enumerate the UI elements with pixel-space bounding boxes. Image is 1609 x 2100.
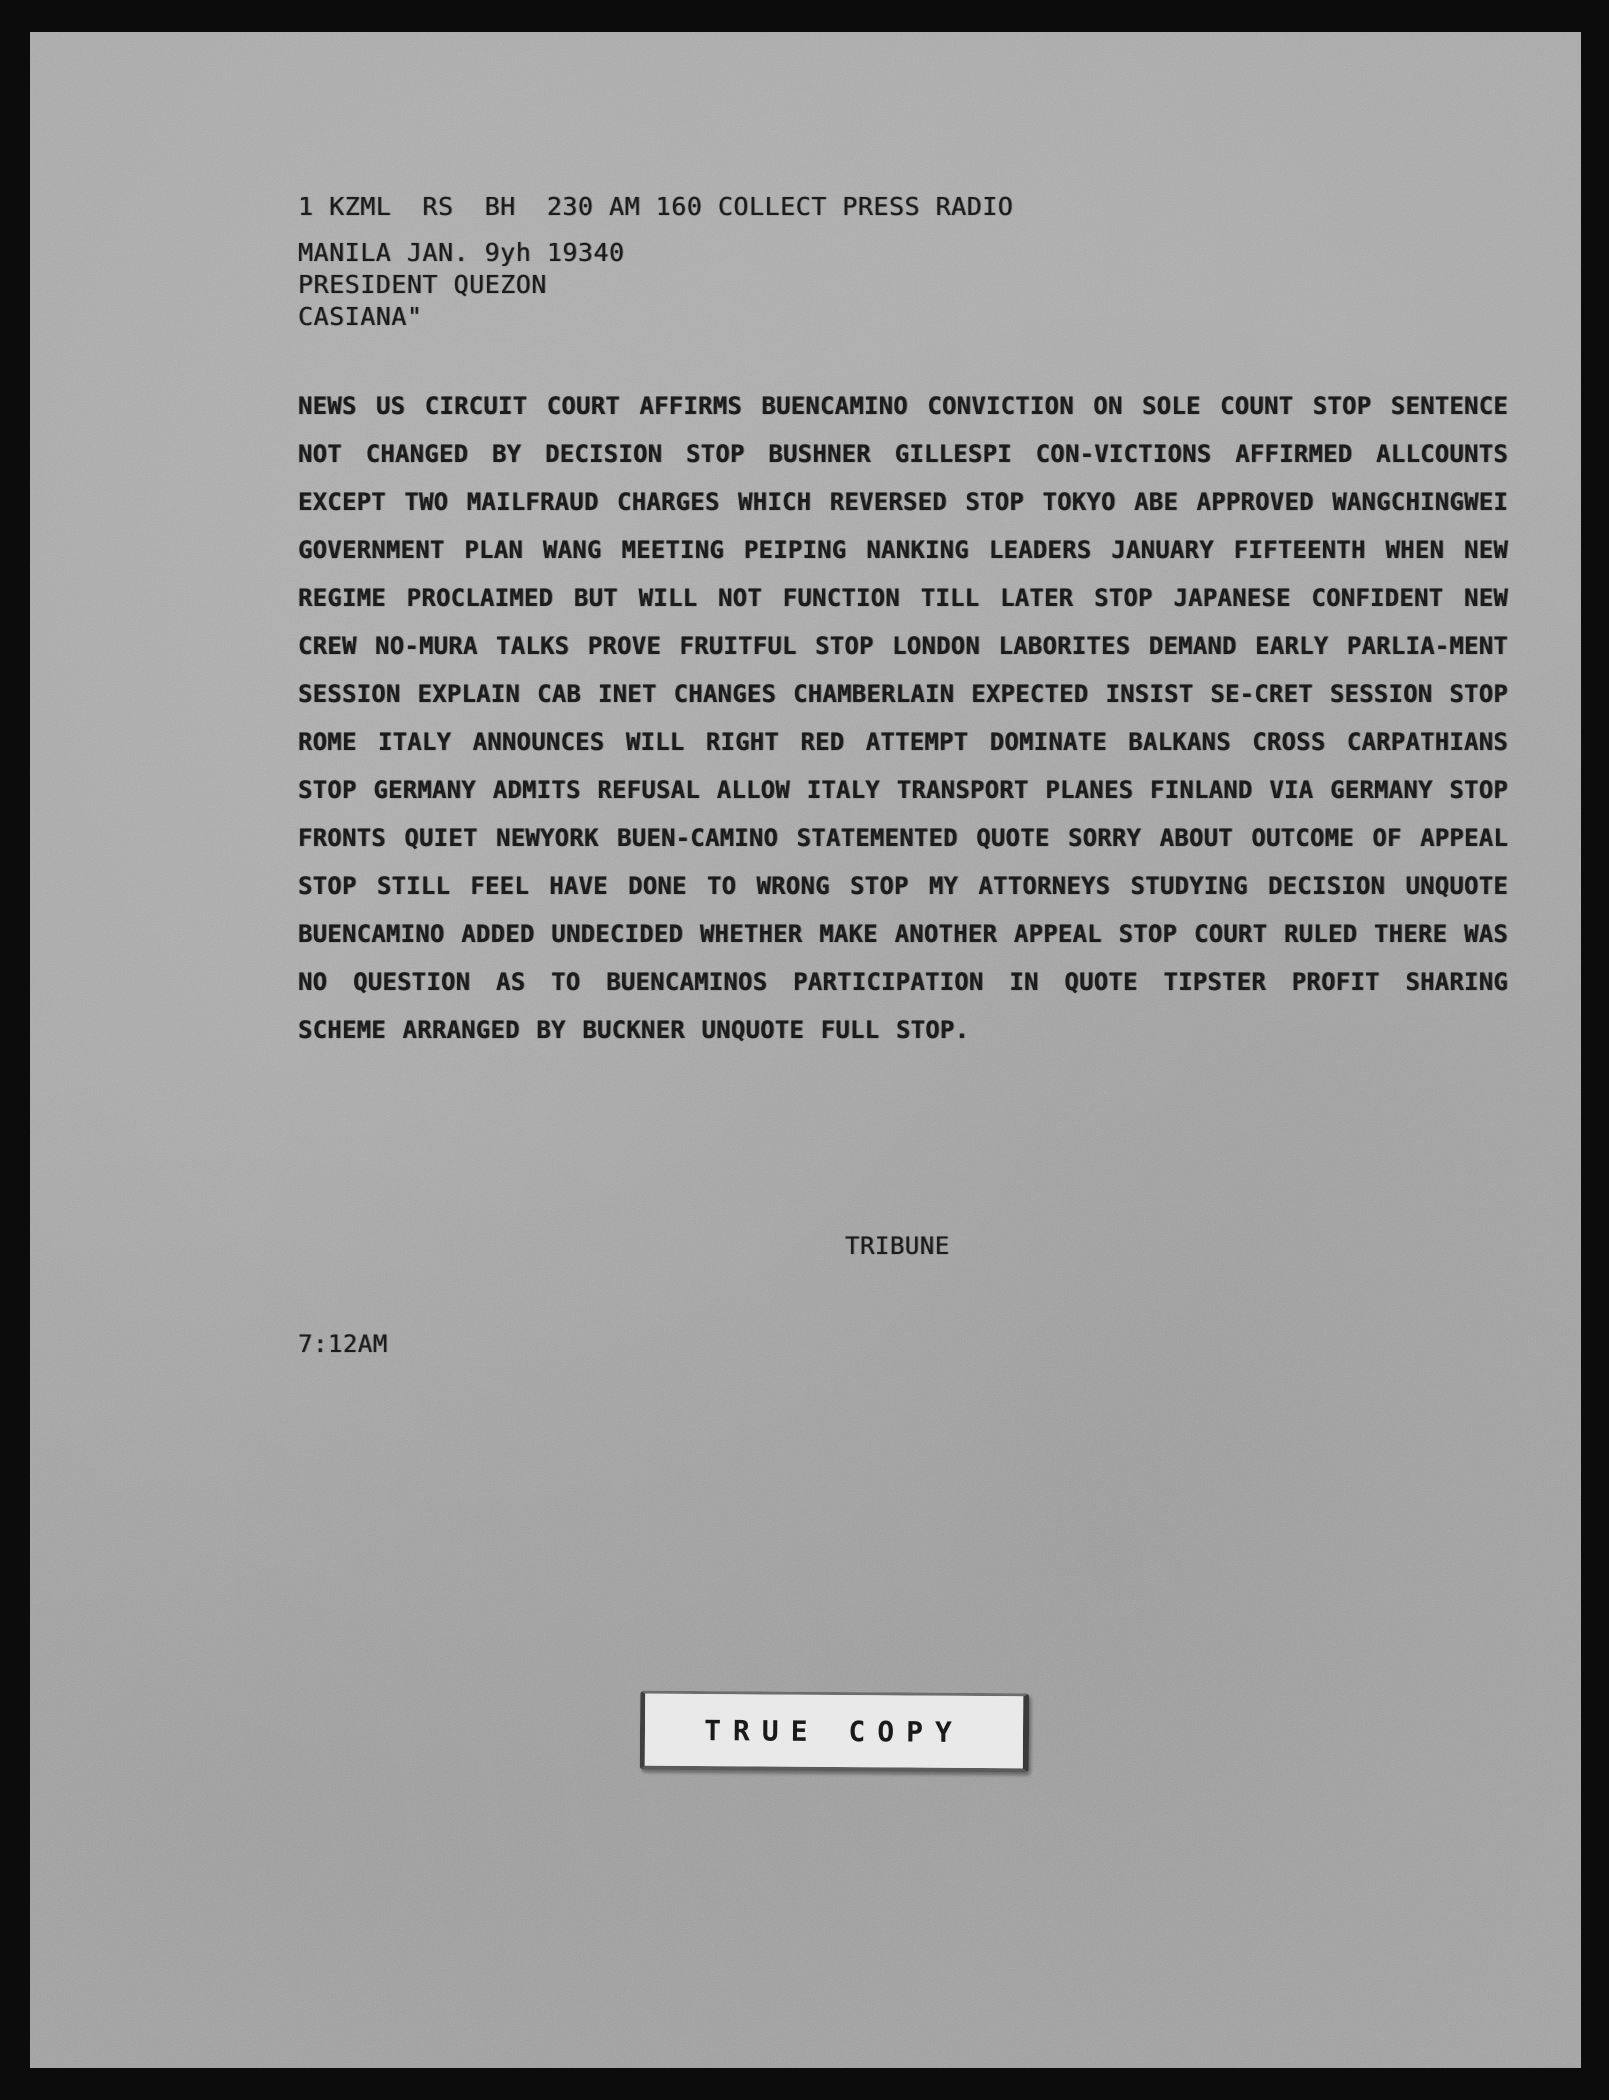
signature: TRIBUNE <box>845 1232 950 1260</box>
header-location: CASIANA" <box>298 302 423 331</box>
header-routing-line: 1 KZML RS BH 230 AM 160 COLLECT PRESS RADIO <box>298 192 1014 221</box>
document-page <box>30 32 1581 2068</box>
header-dateline: MANILA JAN. 9yh 19340 <box>298 238 625 267</box>
true-copy-stamp <box>640 1691 1030 1773</box>
telegram-body: NEWS US CIRCUIT COURT AFFIRMS BUENCAMINO CONVICTION ON SOLE COUNT STOP SENTENCE NOT CHANGED BY DECISION STOP BUSHNER GILLESPI CON-VICTIONS AFFIRMED ALLCOUNTS EXCEPT TWO MAILFRAUD CHARGES WHICH REVERSED STOP TOKYO ABE APPROVED WANGCHINGWEI GOVERNMENT PLAN WANG MEETING PEIPING NANKING LEADERS JANUARY FIFTEENTH WHEN NEW REGIME PROCLAIMED BUT WILL NOT FUNCTION TILL LATER STOP JAPANESE CONFIDENT NEW CREW NO-MURA TALKS PROVE FRUITFUL STOP LONDON LABORITES DEMAND EARLY PARLIA-MENT SESSION EXPLAIN CAB INET CHANGES CHAMBERLAIN EXPECTED INSIST SE-CRET SESSION STOP ROME ITALY ANNOUNCES WILL RIGHT RED ATTEMPT DOMINATE BALKANS CROSS CARPATHIANS STOP GERMANY ADMITS REFUSAL ALLOW ITALY TRANSPORT PLANES FINLAND VIA GERMANY STOP FRONTS QUIET NEWYORK BUEN-CAMINO STATEMENTED QUOTE SORRY ABOUT OUTCOME OF APPEAL STOP STILL FEEL HAVE DONE TO WRONG STOP MY ATTORNEYS STUDYING DECISION UNQUOTE BUENCAMINO ADDED UNDECIDED WHETHER MAKE ANOTHER APPEAL STOP COURT RULED THERE WAS NO QUESTION AS TO BUENCAMINOS PARTICIPATION IN QUOTE TIPSTER PROFIT SHARING SCHEME ARRANGED BY BUCKNER UNQUOTE FULL STOP. <box>298 392 1508 1044</box>
timestamp: 7:12AM <box>298 1330 388 1358</box>
header-recipient: PRESIDENT QUEZON <box>298 270 547 299</box>
stamp-label: TRUE COPY <box>704 1713 964 1749</box>
